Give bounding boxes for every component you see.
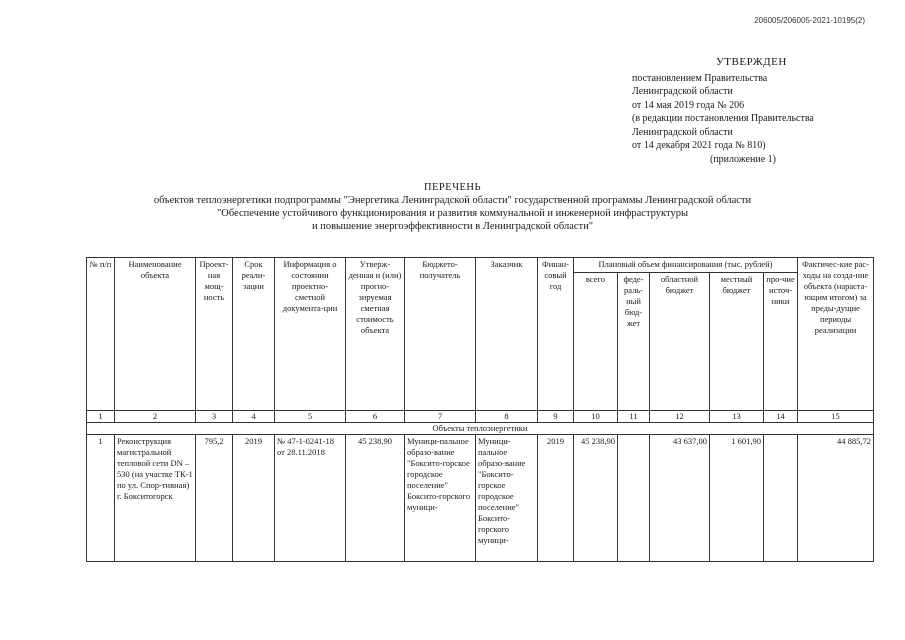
cell-docs: № 47-1-0241-18 от 28.11.2018 — [275, 435, 346, 562]
cell-regional: 43 637,00 — [650, 435, 710, 562]
document-heading — [0, 181, 905, 233]
cell-local: 1 601,90 — [710, 435, 764, 562]
approval-title: УТВЕРЖДЕН — [716, 56, 787, 68]
approval-line: от 14 декабря 2021 года № 810) — [632, 140, 766, 151]
column-number: 9 — [538, 411, 574, 423]
header-customer: Заказчик — [476, 258, 538, 411]
column-number: 12 — [650, 411, 710, 423]
cell-cost: 45 238,90 — [346, 435, 405, 562]
approval-line: Ленинградской области — [632, 126, 733, 138]
section-title: Объекты теплоэнергетики — [87, 423, 874, 435]
document-subtitle-line: "Обеспечение устойчивого функционирования и развития коммунальной и инженерной инфраструктуры — [216, 208, 688, 219]
column-number: 13 — [710, 411, 764, 423]
approval-stamp — [632, 56, 814, 166]
document-subtitle-line: объектов теплоэнергетики подпрограммы "Энергетика Ленинградской области" государственной программы Ленинградской области — [153, 195, 752, 206]
table-header-row — [87, 258, 874, 273]
cell-other — [764, 435, 798, 562]
approval-annex: (приложение 1) — [710, 153, 776, 165]
table-row — [87, 435, 874, 562]
cell-customer: Муници-пальное образо-вание "Боксито-горское городское поселение" Боксито-горского муници- — [476, 435, 538, 562]
column-number: 15 — [798, 411, 874, 423]
document-subtitle-line: и повышение энергоэффективности в Ленинградской области" — [311, 221, 594, 232]
header-actual: Фактичес-кие рас-ходы на созда-ние объекта (нараста-ющим итогом) за преды-дущие периоды реализации — [798, 258, 874, 411]
column-number: 11 — [618, 411, 650, 423]
header-local: местный бюджет — [710, 273, 764, 411]
column-number: 5 — [275, 411, 346, 423]
column-number: 3 — [196, 411, 233, 423]
cell-fin-year: 2019 — [538, 435, 574, 562]
header-regional: областной бюджет — [650, 273, 710, 411]
header-federal: феде-раль-ный бюд-жет — [618, 273, 650, 411]
header-name: Наименование объекта — [115, 258, 196, 411]
column-number: 2 — [115, 411, 196, 423]
header-other: про-чие источ-ники — [764, 273, 798, 411]
header-docs: Информация о состоянии проектно-сметной документа-ции — [275, 258, 346, 411]
header-recipient: Бюджето-получатель — [405, 258, 476, 411]
column-number: 7 — [405, 411, 476, 423]
objects-table — [86, 257, 874, 562]
approval-line: постановлением Правительства — [632, 72, 768, 84]
column-number: 4 — [233, 411, 275, 423]
approval-line: от 14 мая 2019 года № 206 — [632, 99, 745, 111]
header-fin-year: Финан-совый год — [538, 258, 574, 411]
document-id: 206005/206005-2021-10195(2) — [754, 16, 865, 25]
approval-line: Ленинградской области — [632, 86, 733, 97]
cell-recipient: Муници-пальное образо-вание "Боксито-горское городское поселение" Боксито-горского муници- — [405, 435, 476, 562]
column-number: 6 — [346, 411, 405, 423]
header-term: Срок реали-зации — [233, 258, 275, 411]
cell-name: Реконструкция магистральной тепловой сети DN – 530 (на участке ТК-1 по ул. Спор-тивная) г. Бокситогорск — [115, 435, 196, 562]
header-cost: Утверж-денная и (или) прогно-зируемая сметная стоимость объекта — [346, 258, 405, 411]
header-no: № п/п — [87, 258, 115, 411]
header-capacity: Проект-ная мощ-ность — [196, 258, 233, 411]
cell-term: 2019 — [233, 435, 275, 562]
cell-total: 45 238,90 — [574, 435, 618, 562]
column-number: 10 — [574, 411, 618, 423]
cell-capacity: 795,2 — [196, 435, 233, 562]
column-number-row — [87, 411, 874, 423]
section-row — [87, 423, 874, 435]
header-plan-group: Плановый объем финансирования (тыс. рублей) — [574, 258, 798, 273]
cell-federal — [618, 435, 650, 562]
cell-no: 1 — [87, 435, 115, 562]
column-number: 1 — [87, 411, 115, 423]
document-title: ПЕРЕЧЕНЬ — [423, 182, 482, 193]
approval-line: (в редакции постановления Правительства — [632, 113, 814, 124]
cell-actual: 44 885,72 — [798, 435, 874, 562]
header-total: всего — [574, 273, 618, 411]
column-number: 14 — [764, 411, 798, 423]
column-number: 8 — [476, 411, 538, 423]
